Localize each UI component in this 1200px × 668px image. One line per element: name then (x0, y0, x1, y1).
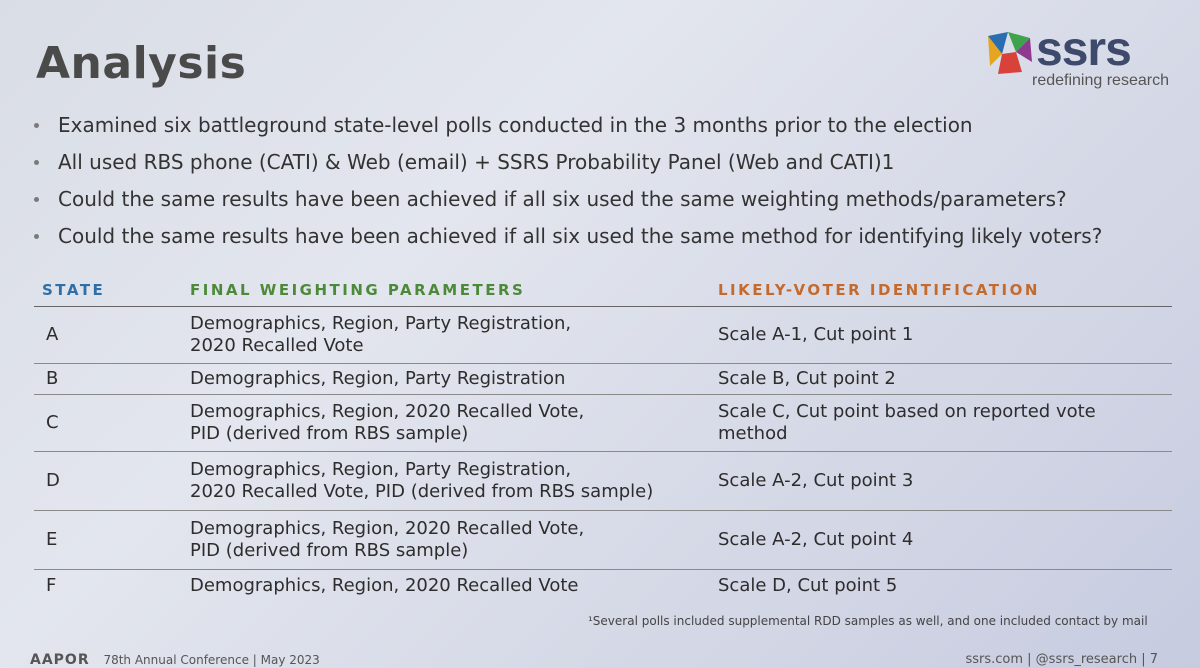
table-row (34, 452, 1172, 511)
table-header-row (34, 274, 1172, 307)
table-row (34, 570, 1172, 603)
lv-cell: Scale A-2, Cut point 3 (718, 452, 1172, 511)
logo-wordmark: ssrs (1036, 23, 1131, 76)
weighting-cell: Demographics, Region, Party Registration, 2020 Recalled Vote, PID (derived from RBS sample) (190, 452, 718, 511)
ssrs-logo-mark-icon (986, 32, 1034, 76)
footnote: ¹Several polls included supplemental RDD samples as well, and one included contact by mail (588, 614, 1148, 628)
header-weighting: FINAL WEIGHTING PARAMETERS (190, 274, 718, 307)
weighting-cell: Demographics, Region, 2020 Recalled Vote (190, 575, 579, 596)
weighting-cell: Demographics, Region, Party Registration, 2020 Recalled Vote (190, 307, 718, 364)
header-state: STATE (34, 274, 190, 307)
lv-cell: Scale A-1, Cut point 1 (718, 307, 1172, 364)
slide-title: Analysis (36, 38, 247, 89)
bullet-dot-icon (34, 160, 39, 165)
state-cell: E (34, 511, 190, 570)
weighting-cell: Demographics, Region, Party Registration (190, 364, 718, 395)
ssrs-logo (986, 23, 1169, 96)
bullet-dot-icon (34, 197, 39, 202)
lv-cell: Scale A-2, Cut point 4 (718, 511, 1172, 570)
table-row (34, 511, 1172, 570)
lv-cell: Scale B, Cut point 2 (718, 364, 1172, 395)
state-cell: C (34, 395, 190, 452)
state-cell: F (46, 575, 57, 596)
table-row (34, 395, 1172, 452)
table-row (34, 307, 1172, 364)
weighting-cell: Demographics, Region, 2020 Recalled Vote, PID (derived from RBS sample) (190, 395, 718, 452)
bullet-item: Examined six battleground state-level polls conducted in the 3 months prior to the election (34, 110, 1174, 147)
footer-left (30, 652, 320, 668)
aapor-logo: AAPOR (30, 652, 90, 668)
conference-label: 78th Annual Conference | May 2023 (103, 653, 320, 667)
bullet-list (34, 110, 1174, 258)
header-likely-voter: LIKELY-VOTER IDENTIFICATION (718, 274, 1172, 307)
logo-tagline: redefining research (1032, 72, 1169, 89)
bullet-dot-icon (34, 234, 39, 239)
lv-cell: Scale C, Cut point based on reported vote method (718, 395, 1172, 452)
bullet-dot-icon (34, 123, 39, 128)
state-cell: B (34, 364, 190, 395)
state-cell: D (34, 452, 190, 511)
state-cell: A (34, 307, 190, 364)
weighting-cell: Demographics, Region, 2020 Recalled Vote, PID (derived from RBS sample) (190, 511, 718, 570)
table-row (34, 364, 1172, 395)
lv-cell: Scale D, Cut point 5 (718, 575, 898, 596)
footer-right: ssrs.com | @ssrs_research | 7 (965, 652, 1158, 667)
bullet-item: Could the same results have been achieved if all six used the same weighting methods/parameters? (34, 184, 1174, 221)
bullet-item: All used RBS phone (CATI) & Web (email) + SSRS Probability Panel (Web and CATI)1 (34, 147, 1174, 184)
weighting-table (34, 274, 1172, 602)
bullet-item: Could the same results have been achieved if all six used the same method for identifying likely voters? (34, 221, 1174, 258)
